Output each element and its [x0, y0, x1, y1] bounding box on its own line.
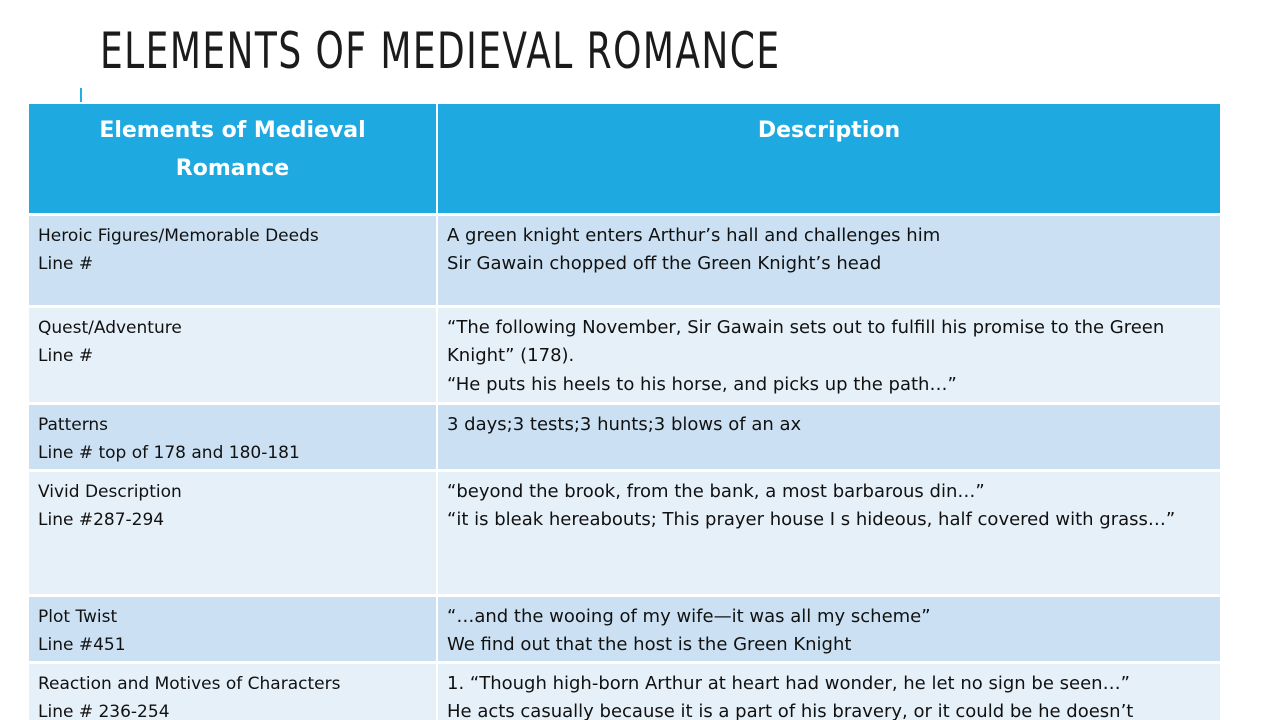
description-cell — [437, 470, 1220, 595]
element-line-ref: Line # — [38, 345, 94, 366]
accent-line — [80, 88, 82, 102]
description-text: “beyond the brook, from the bank, a most barbarous din…” — [447, 480, 985, 502]
description-cell — [437, 662, 1220, 720]
element-name: Heroic Figures/Memorable Deeds — [38, 225, 319, 246]
description-text: “it is bleak hereabouts; This prayer house I s hideous, half covered with grass…” — [447, 509, 1176, 530]
element-cell — [29, 595, 437, 662]
table-row — [29, 470, 1220, 595]
description-text: He acts casually because it is a part of his bravery, or it could be he doesn’t — [447, 701, 1134, 720]
table-row — [29, 662, 1220, 720]
slide-title: ELEMENTS OF MEDIEVAL ROMANCE — [100, 22, 781, 80]
element-cell — [29, 306, 437, 403]
element-name: Reaction and Motives of Characters — [38, 673, 341, 694]
table-row — [29, 306, 1220, 403]
element-name: Vivid Description — [38, 481, 182, 502]
description-cell — [437, 595, 1220, 662]
element-line-ref: Line # top of 178 and 180-181 — [38, 442, 300, 463]
elements-table — [29, 104, 1220, 720]
header-element: Elements of Medieval Romance — [29, 104, 437, 214]
element-cell — [29, 662, 437, 720]
description-text: “He puts his heels to his horse, and picks up the path…” — [447, 373, 957, 395]
description-text: “…and the wooing of my wife—it was all my scheme” — [447, 605, 931, 627]
description-text: We find out that the host is the Green Knight — [447, 634, 852, 655]
element-cell — [29, 470, 437, 595]
element-line-ref: Line # — [38, 253, 94, 274]
romance-table — [29, 104, 1220, 720]
description-text: Sir Gawain chopped off the Green Knight’s head — [447, 253, 882, 274]
element-line-ref: Line #451 — [38, 634, 126, 655]
description-cell — [437, 306, 1220, 403]
table-row — [29, 403, 1220, 470]
description-text: A green knight enters Arthur’s hall and challenges him — [447, 224, 941, 246]
header-description: Description — [437, 104, 1220, 214]
description-cell — [437, 214, 1220, 306]
description-text: “The following November, Sir Gawain sets out to fulfill his promise to the Green Knight” (178). — [447, 316, 1165, 366]
element-line-ref: Line # 236-254 — [38, 701, 170, 720]
table-header-row — [29, 104, 1220, 214]
description-text: 3 days;3 tests;3 hunts;3 blows of an ax — [447, 413, 802, 435]
table-row — [29, 595, 1220, 662]
element-name: Quest/Adventure — [38, 317, 182, 338]
element-cell — [29, 214, 437, 306]
element-cell — [29, 403, 437, 470]
element-name: Plot Twist — [38, 606, 118, 627]
element-line-ref: Line #287-294 — [38, 509, 165, 530]
description-cell — [437, 403, 1220, 470]
element-name: Patterns — [38, 414, 109, 435]
description-text: 1. “Though high-born Arthur at heart had wonder, he let no sign be seen…” — [447, 672, 1130, 694]
table-row — [29, 214, 1220, 306]
